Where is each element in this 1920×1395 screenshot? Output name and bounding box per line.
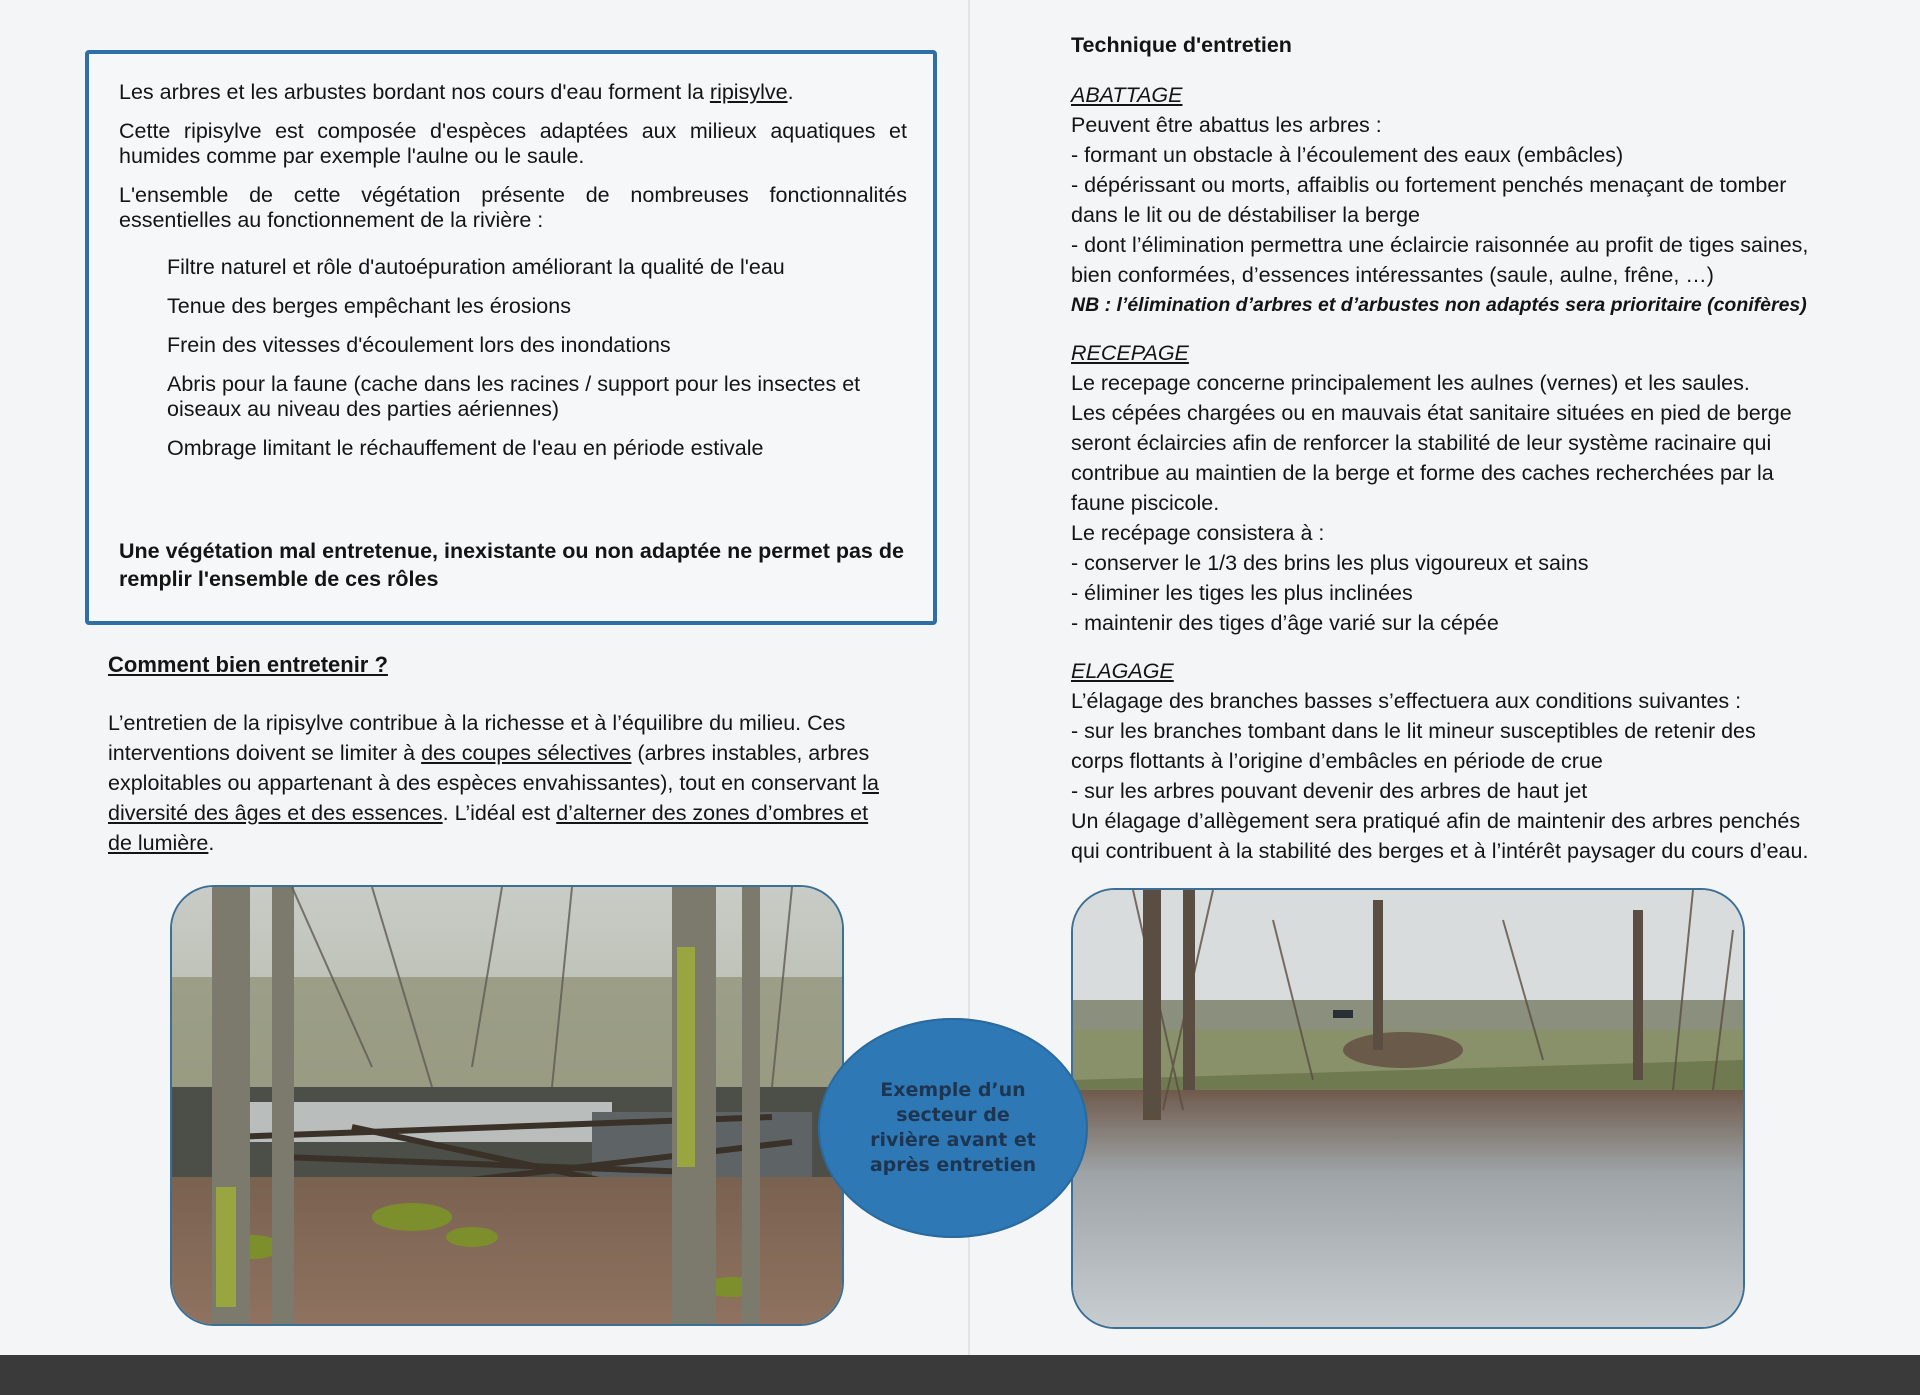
technique-title: Technique d'entretien bbox=[1071, 33, 1292, 57]
photo-after-maintenance bbox=[1071, 888, 1745, 1329]
recepage-line: Le recepage concerne principalement les aulnes (vernes) et les saules. bbox=[1071, 371, 1750, 395]
recepage-line: Les cépées chargées ou en mauvais état sanitaire situées en pied de berge bbox=[1071, 401, 1792, 425]
abattage-nb: NB : l’élimination d’arbres et d’arbustes non adaptés sera prioritaire (conifères) bbox=[1071, 294, 1807, 316]
river-after-image bbox=[1073, 890, 1743, 1327]
elagage-line: Un élagage d’allègement sera pratiqué afin de maintenir des arbres penchés bbox=[1071, 809, 1801, 833]
abattage-line: bien conformées, d’essences intéressantes (saule, aulne, frêne, …) bbox=[1071, 263, 1714, 287]
elagage-line: - sur les arbres pouvant devenir des arbres de haut jet bbox=[1071, 779, 1588, 803]
function-item: Filtre naturel et rôle d'autoépuration améliorant la qualité de l'eau bbox=[167, 255, 785, 279]
function-item: Abris pour la faune (cache dans les racines / support pour les insectes et oiseaux au niveau des parties aériennes) bbox=[167, 372, 861, 421]
abattage-line: - dépérissant ou morts, affaiblis ou fortement penchés menaçant de tomber bbox=[1071, 173, 1787, 197]
elagage-line: L’élagage des branches basses s’effectuera aux conditions suivantes : bbox=[1071, 689, 1742, 713]
abattage-line: - formant un obstacle à l’écoulement des eaux (embâcles) bbox=[1071, 143, 1624, 167]
abattage-line: - dont l’élimination permettra une éclaircie raisonnée au profit de tiges saines, bbox=[1071, 233, 1809, 257]
function-item: Tenue des berges empêchant les érosions bbox=[167, 294, 571, 318]
recepage-line: - éliminer les tiges les plus inclinées bbox=[1071, 581, 1413, 605]
recepage-line: - conserver le 1/3 des brins les plus vigoureux et sains bbox=[1071, 551, 1589, 575]
abattage-heading: ABATTAGE bbox=[1071, 83, 1183, 107]
recepage-line: Le recépage consistera à : bbox=[1071, 521, 1325, 545]
elagage-section bbox=[1071, 656, 1861, 866]
recepage-line: seront éclaircies afin de renforcer la stabilité de leur système racinaire qui bbox=[1071, 431, 1772, 455]
abattage-line: Peuvent être abattus les arbres : bbox=[1071, 113, 1382, 137]
photo-before-maintenance bbox=[170, 885, 844, 1326]
ripisylve-term: ripisylve bbox=[709, 80, 788, 104]
intro-paragraph-1: Les arbres et les arbustes bordant nos cours d'eau forment la ripisylve. bbox=[119, 80, 794, 104]
intro-paragraph-3: L'ensemble de cette végétation présente de nombreuses fonctionnalités essentielles au fonctionnement de la rivière : bbox=[119, 183, 907, 232]
elagage-line: corps flottants à l’origine d’embâcles en période de crue bbox=[1071, 749, 1603, 773]
abattage-section bbox=[1071, 80, 1861, 320]
function-item: Ombrage limitant le réchauffement de l'eau en période estivale bbox=[167, 436, 764, 460]
abattage-line: dans le lit ou de déstabiliser la berge bbox=[1071, 203, 1420, 227]
river-before-image bbox=[172, 887, 842, 1324]
maintenance-title: Comment bien entretenir ? bbox=[108, 652, 388, 677]
intro-paragraph-2: Cette ripisylve est composée d'espèces adaptées aux milieux aquatiques et humides comme par exemple l'aulne ou le saule. bbox=[119, 119, 907, 168]
recepage-line: faune piscicole. bbox=[1071, 491, 1220, 515]
elagage-heading: ELAGAGE bbox=[1071, 659, 1174, 683]
before-after-caption-circle: Exemple d’un secteur de rivière avant et après entretien bbox=[818, 1018, 1088, 1238]
elagage-line: - sur les branches tombant dans le lit mineur susceptibles de retenir des bbox=[1071, 719, 1756, 743]
recepage-line: - maintenir des tiges d’âge varié sur la cépée bbox=[1071, 611, 1499, 635]
functions-list bbox=[167, 255, 907, 461]
recepage-heading: RECEPAGE bbox=[1071, 341, 1189, 365]
technique-column bbox=[1071, 30, 1861, 884]
recepage-section bbox=[1071, 338, 1861, 638]
maintenance-paragraph: L’entretien de la ripisylve contribue à la richesse et à l’équilibre du milieu. Ces interventions doivent se limiter à des coupes sélectives (arbres instables, arbres exploitables ou appartenant à des espèces envahissantes), tout en conservant la diversité des âges et des essences. L’idéal est d’alterner des zones d’ombres et de lumière. bbox=[108, 711, 879, 855]
warning-text: Une végétation mal entretenue, inexistante ou non adaptée ne permet pas de remplir l'ensemble de ces rôles bbox=[119, 539, 904, 591]
function-item: Frein des vitesses d'écoulement lors des inondations bbox=[167, 333, 671, 357]
elagage-line: qui contribuent à la stabilité des berges et à l’intérêt paysager du cours d’eau. bbox=[1071, 839, 1809, 863]
ripisylve-intro-box bbox=[85, 50, 937, 625]
recepage-line: contribue au maintien de la berge et forme des caches recherchées par la bbox=[1071, 461, 1774, 485]
scan-border bbox=[0, 1355, 1920, 1395]
